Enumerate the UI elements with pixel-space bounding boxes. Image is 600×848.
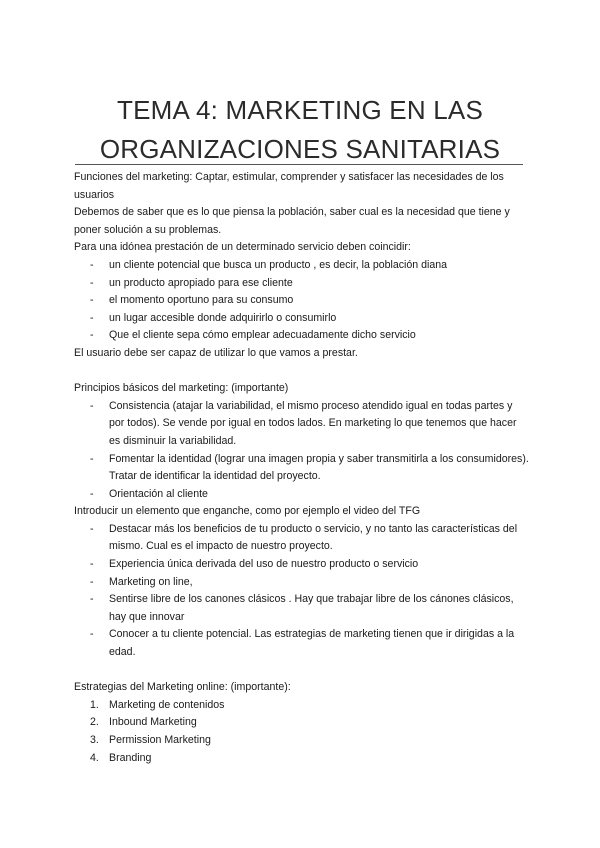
- list-item-text: Sentirse libre de los canones clásicos . Hay que trabajar libre de los cánones clásicos, hay que innovar: [109, 593, 514, 623]
- list-item: [74, 310, 530, 328]
- list-item: [74, 451, 530, 486]
- paragraph-funciones: Funciones del marketing: Captar, estimular, comprender y satisfacer las necesidades de los usuarios: [74, 171, 504, 201]
- list-item-text: el momento oportuno para su consumo: [109, 294, 294, 307]
- dash-marker: -: [90, 487, 94, 500]
- dash-marker: -: [90, 311, 94, 324]
- list-coincidir: [74, 257, 530, 345]
- list-item-text: Destacar más los beneficios de tu producto o servicio, y no tanto las características del mismo. Cual es el impacto de nuestro proyecto.: [109, 522, 518, 553]
- list-item: [74, 697, 530, 715]
- heading-principios: Principios básicos del marketing: (importante): [74, 382, 289, 395]
- list-item-text: Experiencia única derivada del uso de nuestro producto o servicio: [109, 558, 419, 571]
- list-item: [74, 574, 530, 592]
- number-marker: 3.: [90, 734, 99, 746]
- list-item-text: Fomentar la identidad (lograr una imagen propia y saber transmitirla a los consumidores). Tratar de identificar la identidad del proyecto.: [109, 452, 529, 483]
- title-line-1: TEMA 4: MARKETING EN LAS: [117, 95, 483, 126]
- page-title: [60, 91, 540, 169]
- dash-marker: -: [90, 294, 94, 307]
- list-item: [74, 257, 530, 275]
- list-item: [74, 327, 530, 345]
- dash-marker: -: [90, 452, 94, 465]
- list-estrategias: [74, 697, 530, 767]
- list-item: [74, 732, 530, 750]
- number-marker: 4.: [90, 751, 99, 764]
- list-item: [74, 591, 530, 626]
- list-item-text: Inbound Marketing: [109, 716, 197, 729]
- list-principios: [74, 398, 530, 504]
- paragraph-prestacion: Para una idónea prestación de un determinado servicio deben coincidir:: [74, 241, 411, 254]
- dash-marker: -: [90, 258, 94, 271]
- number-marker: 1.: [90, 698, 99, 711]
- list-item: [74, 486, 530, 504]
- list-item-text: Conocer a tu cliente potencial. Las estrategias de marketing tienen que ir dirigidas a la edad.: [109, 628, 515, 659]
- blank-line: [74, 363, 530, 381]
- list-enganche: [74, 521, 530, 662]
- list-item: [74, 626, 530, 661]
- list-item: [74, 556, 530, 574]
- list-item-text: Que el cliente sepa cómo emplear adecuadamente dicho servicio: [109, 329, 416, 342]
- paragraph-introducir: Introducir un elemento que enganche, como por ejemplo el video del TFG: [74, 505, 421, 518]
- list-item-text: un cliente potencial que busca un producto , es decir, la población diana: [109, 258, 448, 271]
- title-divider: [75, 164, 523, 165]
- list-item-text: un lugar accesible donde adquirirlo o consumirlo: [109, 311, 337, 324]
- heading-estrategias: Estrategias del Marketing online: (importante):: [74, 681, 291, 694]
- paragraph-saber: Debemos de saber que es lo que piensa la población, saber cual es la necesidad que tiene y poner solución a su problemas.: [74, 206, 510, 236]
- dash-marker: -: [90, 329, 94, 342]
- list-item: [74, 521, 530, 556]
- list-item-text: Permission Marketing: [109, 734, 211, 746]
- dash-marker: -: [90, 593, 94, 606]
- list-item-text: Orientación al cliente: [109, 487, 208, 500]
- list-item-text: un producto apropiado para ese cliente: [109, 276, 293, 289]
- dash-marker: -: [90, 628, 94, 641]
- blank-line: [74, 662, 530, 680]
- list-item-text: Marketing on line,: [109, 575, 193, 588]
- dash-marker: -: [90, 522, 94, 535]
- paragraph-usuario: El usuario debe ser capaz de utilizar lo que vamos a prestar.: [74, 346, 358, 359]
- dash-marker: -: [90, 575, 94, 588]
- document-body: [74, 169, 530, 767]
- list-item: [74, 292, 530, 310]
- list-item: [74, 750, 530, 768]
- list-item-text: Marketing de contenidos: [109, 698, 225, 711]
- list-item: [74, 398, 530, 451]
- dash-marker: -: [90, 276, 94, 289]
- dash-marker: -: [90, 558, 94, 571]
- list-item-text: Consistencia (atajar la variabilidad, el mismo proceso atendido igual en todas partes y por todos). Se vende por igual en todos lados. En marketing lo que tenemos que hacer es disminuir la variabilidad.: [109, 399, 517, 447]
- dash-marker: -: [90, 399, 94, 412]
- list-item: [74, 714, 530, 732]
- list-item-text: Branding: [109, 751, 152, 764]
- title-line-2: ORGANIZACIONES SANITARIAS: [99, 134, 501, 165]
- list-item: [74, 275, 530, 293]
- number-marker: 2.: [90, 716, 99, 729]
